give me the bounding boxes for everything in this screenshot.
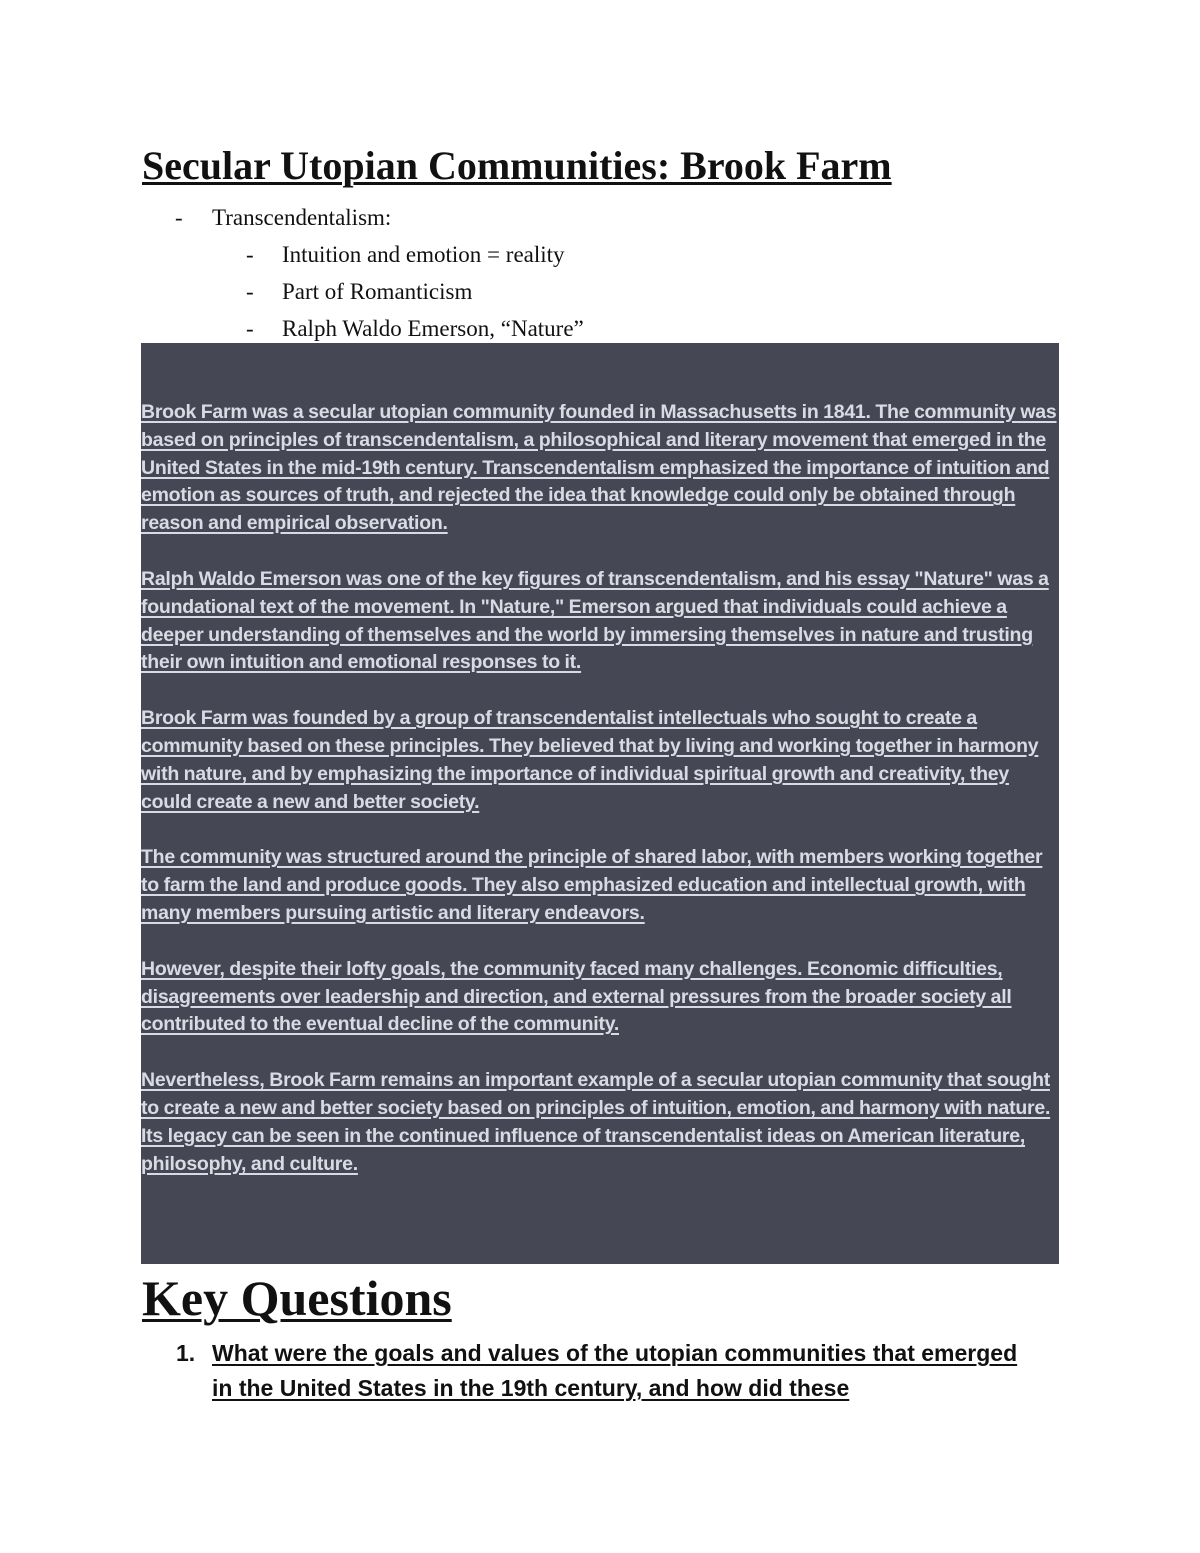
answer-paragraph: Brook Farm was founded by a group of transcendentalist intellectuals who sought to create a community based on these principles. They believed that by living and working together in harmony with nature, and by emphasizing the importance of individual spiritual growth and creativity, they could create a new and better society. bbox=[141, 707, 1039, 813]
answer-paragraph: The community was structured around the principle of shared labor, with members working together to farm the land and produce goods. They also emphasized education and intellectual growth, with many members pursuing artistic and literary endeavors. bbox=[141, 846, 1043, 924]
bullet-marker: - bbox=[175, 205, 183, 230]
section-heading: Key Questions bbox=[142, 1270, 452, 1326]
bullet-text: Part of Romanticism bbox=[282, 279, 473, 304]
answer-box bbox=[141, 343, 1059, 1264]
bullet-text: Transcendentalism: bbox=[212, 205, 392, 230]
bullet-list bbox=[142, 199, 1042, 347]
answer-paragraph: However, despite their lofty goals, the community faced many challenges. Economic difficulties, disagreements over leadership and direction, and external pressures from the broader society all contributed to the eventual decline of the community. bbox=[141, 957, 1012, 1036]
answer-paragraph: Nevertheless, Brook Farm remains an important example of a secular utopian community that sought to create a new and better society based on principles of intuition, emotion, and harmony with nature. Its legacy can be seen in the continued influence of transcendentalist ideas on American literature, philosophy, and culture. bbox=[141, 1069, 1051, 1175]
bullet-marker: - bbox=[246, 316, 254, 341]
bullet-item bbox=[142, 310, 1042, 347]
question-item bbox=[142, 1336, 1042, 1406]
bullet-text: Intuition and emotion = reality bbox=[282, 242, 565, 267]
bullet-text: Ralph Waldo Emerson, “Nature” bbox=[282, 316, 584, 341]
page-title: Secular Utopian Communities: Brook Farm bbox=[142, 143, 892, 188]
answer-paragraph: Ralph Waldo Emerson was one of the key figures of transcendentalism, and his essay "Nature" was a foundational text of the movement. In "Nature," Emerson argued that individuals could achieve a deeper understanding of themselves and the world by immersing themselves in nature and trusting their own intuition and emotional responses to it. bbox=[141, 567, 1049, 674]
answer-paragraph: Brook Farm was a secular utopian community founded in Massachusetts in 1841. The community was based on principles of transcendentalism, a philosophical and literary movement that emerged in the United States in the mid-19th century. Transcendentalism emphasized the importance of intuition and emotion as sources of truth, and rejected the idea that knowledge could only be obtained through reason and empirical observation. bbox=[141, 401, 1057, 535]
question-list bbox=[142, 1336, 1042, 1406]
question-number: 1. bbox=[176, 1340, 196, 1366]
question-text: What were the goals and values of the utopian communities that emerged in the United States in the 19th century, and how did these bbox=[212, 1340, 1018, 1401]
bullet-marker: - bbox=[246, 242, 254, 267]
bullet-item bbox=[142, 273, 1042, 310]
bullet-item bbox=[142, 236, 1042, 273]
bullet-marker: - bbox=[246, 279, 254, 304]
bullet-item bbox=[142, 199, 1042, 236]
